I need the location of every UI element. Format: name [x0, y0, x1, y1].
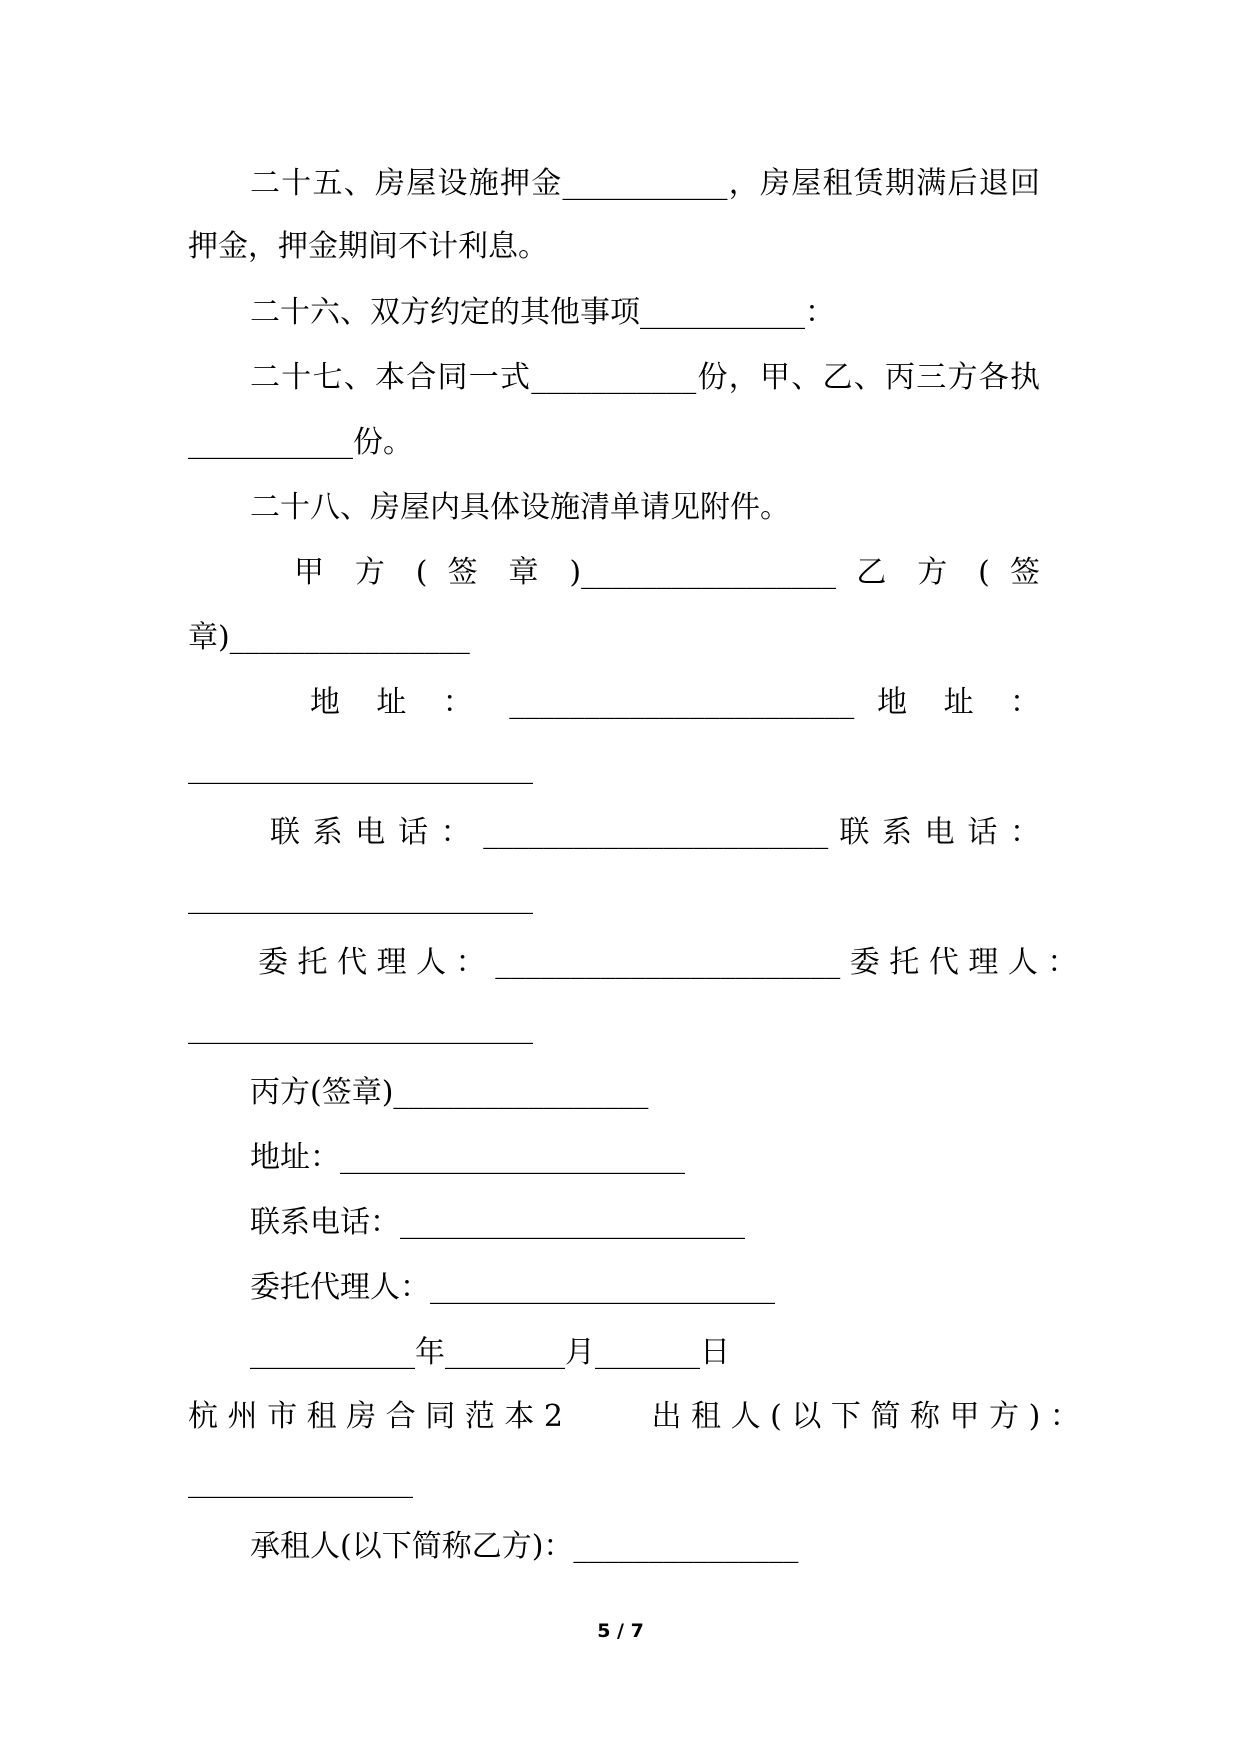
- phone-line: 联 系 电 话 ： _______________________ 联 系 电 话 ：: [270, 815, 1040, 850]
- clause-26: 二十六、双方约定的其他事项___________：: [250, 295, 835, 330]
- address-line-continued: _______________________: [188, 750, 533, 785]
- date-line: ___________年________月_______日: [250, 1335, 730, 1370]
- contract-sample-2-title: 杭 州 市 租 房 合 同 范 本 2 出 租 人 ( 以 下 简 称 甲 方 ) ：: [188, 1399, 1080, 1434]
- page-number: 5 / 7: [597, 1620, 644, 1642]
- lessee-line: 承租人(以下简称乙方)：_______________: [250, 1529, 799, 1564]
- agent-line: 委 托 代 理 人 ： _______________________ 委 托 代 理 人 ：: [258, 945, 1078, 980]
- clause-27-line-1: 二十七、本合同一式___________份，甲、乙、丙三方各执: [250, 360, 1040, 395]
- party-c-address: 地址：_______________________: [250, 1140, 685, 1175]
- clause-25-line-2: 押金，押金期间不计利息。: [188, 229, 548, 264]
- phone-line-continued: _______________________: [188, 880, 533, 915]
- party-c-signature: 丙方(签章)_________________: [250, 1075, 649, 1110]
- party-a-b-signature-line: 甲 方 ( 签 章 )_________________ 乙 方 ( 签: [294, 555, 1040, 590]
- agent-line-continued: _______________________: [188, 1010, 533, 1045]
- party-c-agent: 委托代理人：_______________________: [250, 1270, 775, 1305]
- clause-25-line-1: 二十五、房屋设施押金___________，房屋租赁期满后退回: [250, 166, 1040, 201]
- party-b-signature-line: 章)________________: [188, 620, 470, 655]
- address-line: 地 址 ： _______________________ 地 址 ：: [310, 685, 1040, 720]
- party-c-phone: 联系电话：_______________________: [250, 1205, 745, 1240]
- clause-28: 二十八、房屋内具体设施清单请见附件。: [250, 490, 790, 525]
- lessor-blank: _______________: [188, 1464, 413, 1499]
- clause-27-line-2: ___________份。: [188, 425, 413, 460]
